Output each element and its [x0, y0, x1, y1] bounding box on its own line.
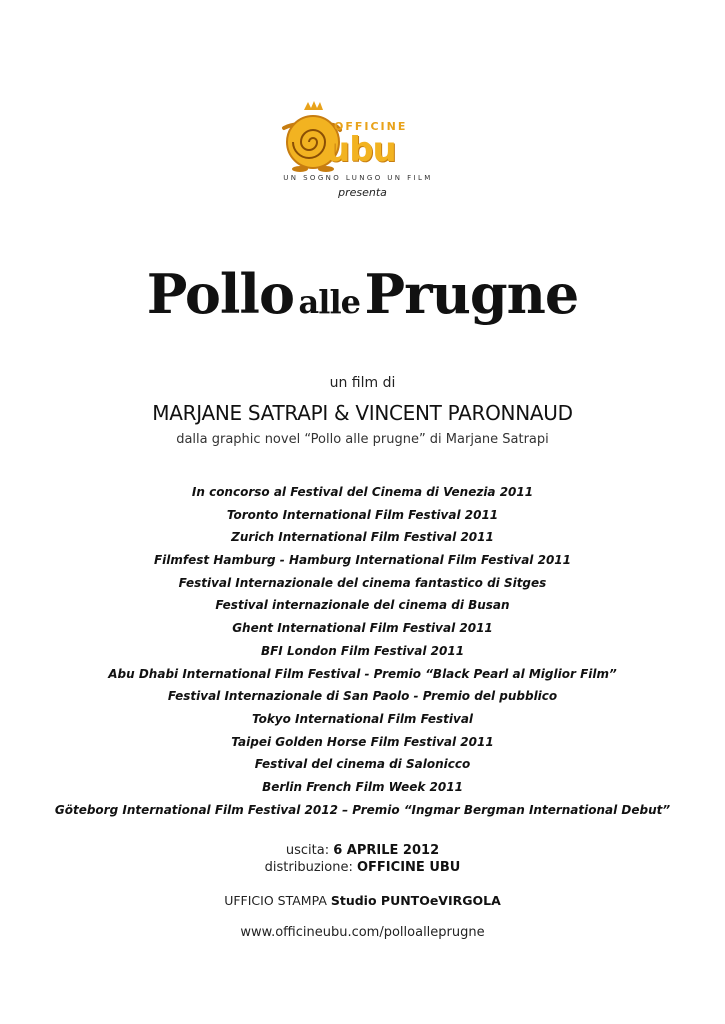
festival-item: Festival Internazionale del cinema fantastico di Sitges [178, 575, 547, 590]
festival-item: Festival del cinema di Salonicco [254, 757, 471, 772]
festival-list [0, 481, 725, 821]
festival-item: Berlin French Film Week 2011 [262, 779, 463, 794]
festival-item: Zurich International Film Festival 2011 [231, 530, 494, 545]
logo-tagline: UN SOGNO LUNGO UN FILM [283, 174, 433, 182]
website-url: www.officineubu.com/polloalleprugne [240, 925, 485, 940]
film-di-text: un film di [329, 375, 396, 391]
festival-item: Göteborg International Film Festival 2012 – Premio “Ingmar Bergman International Debut” [54, 802, 671, 817]
graphic-novel-credit: dalla graphic novel “Pollo alle prugne” di Marjane Satrapi [176, 432, 549, 447]
festival-item: Taipei Golden Horse Film Festival 2011 [231, 734, 494, 749]
distribution-line [0, 859, 725, 876]
logo-brand-main: ubu [326, 130, 396, 170]
release-info [0, 842, 725, 876]
distribution-value: OFFICINE UBU [357, 860, 461, 875]
release-date-value: 6 APRILE 2012 [333, 843, 440, 858]
festival-item: In concorso al Festival del Cinema di Venezia 2011 [191, 485, 534, 499]
press-office [0, 893, 725, 908]
festival-item: Filmfest Hamburg - Hamburg International Film Festival 2011 [153, 553, 571, 568]
festival-item: Festival internazionale del cinema di Busan [215, 598, 510, 613]
title-alle: alle [298, 283, 360, 321]
festival-item: Festival Internazionale di San Paolo - Premio del pubblico [167, 689, 558, 704]
release-date-label: uscita: [285, 843, 330, 858]
title-pollo: Pollo [146, 262, 294, 326]
film-title [0, 262, 725, 326]
distribution-label: distribuzione: [264, 860, 353, 875]
festival-item: BFI London Film Festival 2011 [260, 643, 465, 658]
festival-item: Tokyo International Film Festival [251, 711, 474, 726]
festival-item: Abu Dhabi International Film Festival - Premio “Black Pearl al Miglior Film” [108, 666, 617, 681]
festival-item: Toronto International Film Festival 2011 [226, 507, 499, 522]
presenta-text: presenta [338, 186, 387, 199]
directors-names: MARJANE SATRAPI & VINCENT PARONNAUD [152, 401, 573, 425]
officine-ubu-logo [276, 100, 440, 200]
press-office-label: UFFICIO STAMPA [224, 893, 327, 908]
festival-item: Ghent International Film Festival 2011 [232, 621, 493, 636]
press-office-value: Studio PUNTOeVIRGOLA [330, 893, 501, 908]
logo-brand-top: OFFICINE [334, 120, 408, 133]
title-prugne: Prugne [364, 262, 579, 326]
release-date-line [0, 842, 725, 859]
